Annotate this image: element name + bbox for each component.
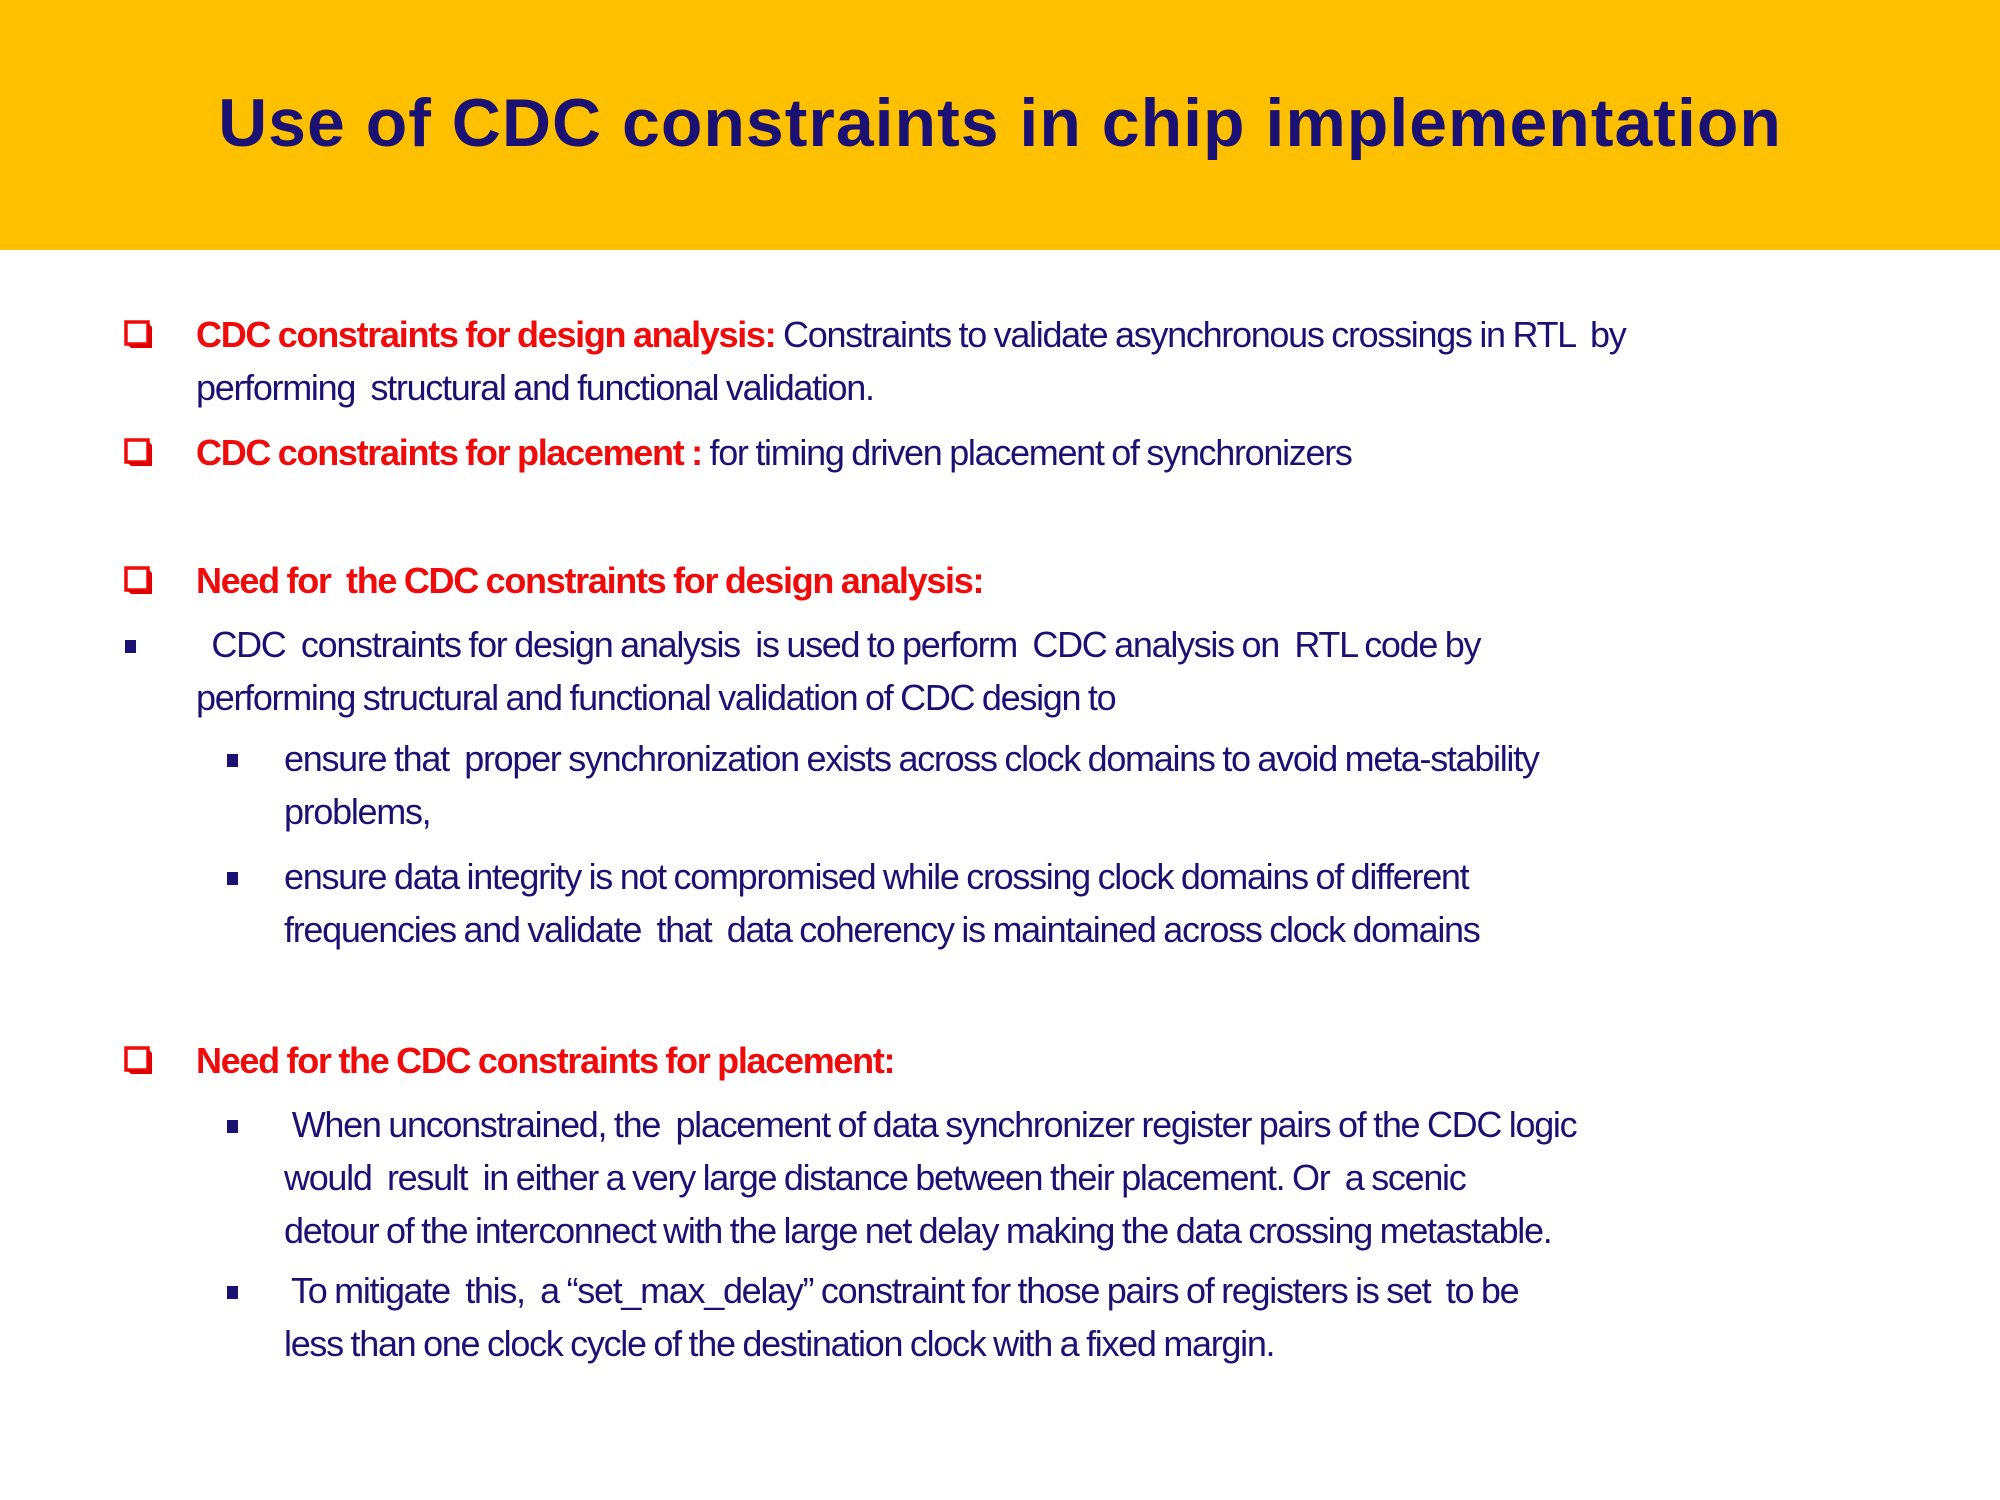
square-bullet-icon bbox=[227, 754, 238, 767]
bullet-text-line: CDC constraints for placement : for timing driven placement of synchronizers bbox=[196, 432, 1352, 473]
checkbox-icon bbox=[124, 1046, 154, 1076]
bullet-text-line: CDC constraints for design analysis is used to perform CDC analysis on RTL code by bbox=[196, 624, 1481, 665]
bullet-text-line: detour of the interconnect with the large net delay making the data crossing metastable. bbox=[284, 1210, 1552, 1251]
bullet-heading: CDC constraints for placement : bbox=[196, 432, 702, 473]
section-heading: Need for the CDC constraints for design analysis: bbox=[196, 560, 984, 601]
checkbox-icon bbox=[124, 438, 154, 468]
bullet-text-line: frequencies and validate that data coherency is maintained across clock domains bbox=[284, 909, 1480, 950]
bullet-text-line: performing structural and functional validation of CDC design to bbox=[196, 677, 1116, 718]
bullet-heading: CDC constraints for design analysis: bbox=[196, 314, 776, 355]
square-bullet-icon bbox=[227, 1286, 238, 1299]
bullet-text-line: would result in either a very large distance between their placement. Or a scenic bbox=[284, 1157, 1466, 1198]
slide-body bbox=[0, 250, 2000, 1500]
bullet-text-line: CDC constraints for design analysis: Constraints to validate asynchronous crossings in RTL by bbox=[196, 314, 1626, 355]
slide-title: Use of CDC constraints in chip implementation bbox=[218, 85, 1782, 161]
bullet-text-line: ensure data integrity is not compromised while crossing clock domains of different bbox=[284, 856, 1469, 897]
bullet-text-line: performing structural and functional validation. bbox=[196, 367, 874, 408]
square-bullet-icon bbox=[227, 872, 238, 885]
bullet-text-line: When unconstrained, the placement of data synchronizer register pairs of the CDC logic bbox=[284, 1104, 1577, 1145]
bullet-text-line: ensure that proper synchronization exists across clock domains to avoid meta-stability bbox=[284, 738, 1539, 779]
checkbox-icon bbox=[124, 566, 154, 596]
square-bullet-icon bbox=[227, 1120, 238, 1133]
section-heading: Need for the CDC constraints for placement: bbox=[196, 1040, 895, 1081]
slide-header bbox=[0, 0, 2000, 250]
square-bullet-icon bbox=[125, 640, 136, 653]
checkbox-icon bbox=[124, 320, 154, 350]
bullet-text-line: To mitigate this, a “set_max_delay” constraint for those pairs of registers is set to be bbox=[284, 1270, 1519, 1311]
bullet-text-line: problems, bbox=[284, 791, 431, 832]
bullet-text-line: less than one clock cycle of the destination clock with a fixed margin. bbox=[284, 1323, 1275, 1364]
